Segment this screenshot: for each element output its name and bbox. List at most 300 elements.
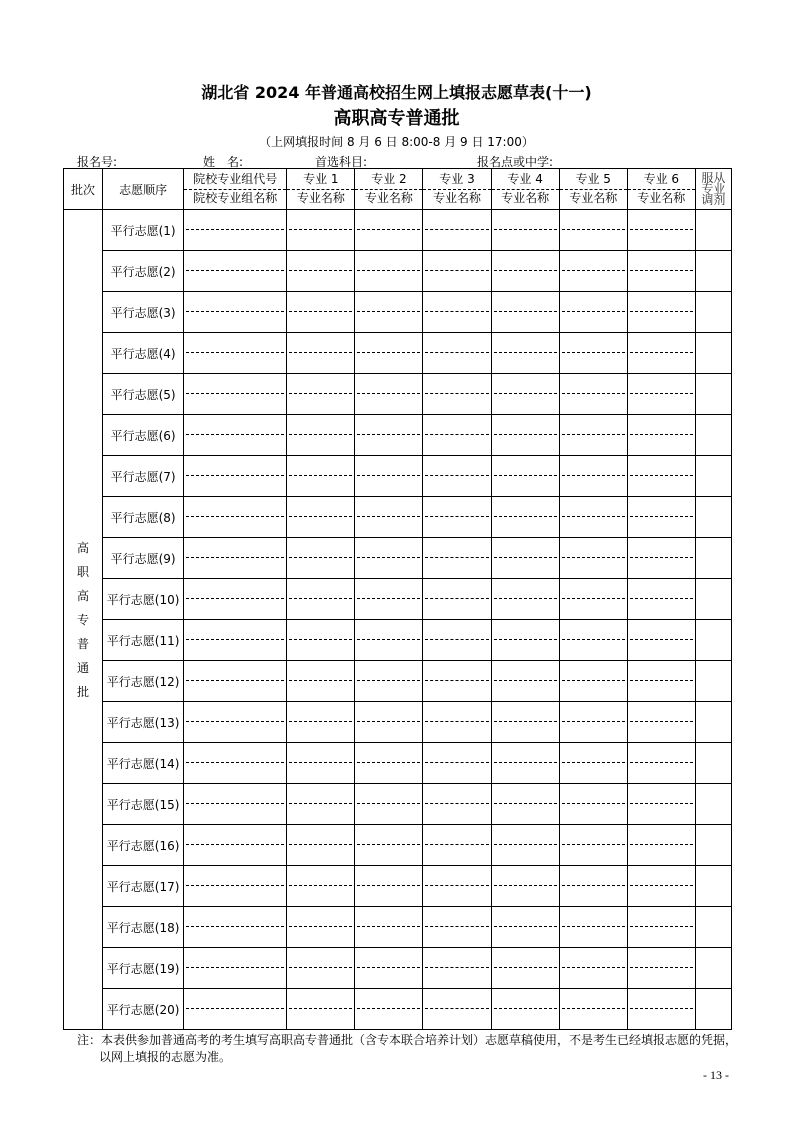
order-label: 平行志愿: [106, 674, 155, 689]
major-entry-cell[interactable]: [491, 292, 559, 333]
major-entry-cell[interactable]: [491, 415, 559, 456]
major-entry-cell[interactable]: [491, 538, 559, 579]
group-entry-cell[interactable]: [184, 210, 287, 251]
major-entry-cell[interactable]: [559, 251, 627, 292]
dashed-divider: [186, 721, 284, 722]
order-number: (17): [154, 879, 180, 894]
major-entry-cell[interactable]: [355, 456, 423, 497]
major-entry-cell[interactable]: [559, 456, 627, 497]
major-entry-cell[interactable]: [559, 579, 627, 620]
major-entry-cell[interactable]: [627, 497, 695, 538]
dashed-divider: [494, 639, 557, 640]
major-entry-cell[interactable]: [491, 989, 559, 1030]
major-entry-cell[interactable]: [559, 620, 627, 661]
major-entry-cell[interactable]: [627, 948, 695, 989]
major-entry-cell[interactable]: [287, 251, 355, 292]
dashed-divider: [562, 393, 625, 394]
dashed-divider: [425, 229, 488, 230]
major-entry-cell[interactable]: [491, 497, 559, 538]
batch-char: 批: [77, 684, 90, 699]
major-entry-cell[interactable]: [491, 456, 559, 497]
dashed-divider: [357, 1008, 420, 1009]
major-entry-cell[interactable]: [627, 989, 695, 1030]
order-cell: [103, 620, 184, 661]
order-number: (12): [154, 674, 180, 689]
dashed-divider: [494, 680, 557, 681]
major-entry-cell[interactable]: [627, 333, 695, 374]
major-entry-cell[interactable]: [423, 579, 491, 620]
major-entry-cell[interactable]: [423, 292, 491, 333]
major-entry-cell[interactable]: [559, 866, 627, 907]
major-entry-cell[interactable]: [287, 661, 355, 702]
major-entry-cell[interactable]: [559, 784, 627, 825]
major-entry-cell[interactable]: [355, 538, 423, 579]
dashed-divider: [494, 885, 557, 886]
group-entry-cell[interactable]: [184, 538, 287, 579]
major-entry-cell[interactable]: [559, 825, 627, 866]
major-entry-cell[interactable]: [423, 702, 491, 743]
dashed-divider: [289, 1008, 352, 1009]
order-number: (19): [154, 961, 180, 976]
major-entry-cell[interactable]: [287, 620, 355, 661]
major-entry-cell[interactable]: [423, 989, 491, 1030]
major-entry-cell[interactable]: [559, 948, 627, 989]
dashed-divider: [289, 475, 352, 476]
major-entry-cell[interactable]: [287, 538, 355, 579]
dashed-divider: [562, 1008, 625, 1009]
major-entry-cell[interactable]: [627, 702, 695, 743]
major-entry-cell[interactable]: [287, 456, 355, 497]
dashed-divider: [494, 557, 557, 558]
major-entry-cell[interactable]: [559, 743, 627, 784]
group-entry-cell[interactable]: [184, 620, 287, 661]
order-label: 平行志愿: [106, 756, 155, 771]
dashed-divider: [562, 762, 625, 763]
major-entry-cell[interactable]: [627, 579, 695, 620]
adjust-entry-cell[interactable]: [695, 784, 731, 825]
adjust-entry-cell[interactable]: [695, 989, 731, 1030]
dashed-divider: [186, 434, 284, 435]
dashed-divider: [494, 967, 557, 968]
dashed-divider: [425, 885, 488, 886]
dashed-divider: [186, 598, 284, 599]
order-cell: [103, 702, 184, 743]
group-entry-cell[interactable]: [184, 702, 287, 743]
group-entry-cell[interactable]: [184, 948, 287, 989]
adjust-entry-cell[interactable]: [695, 579, 731, 620]
dashed-divider: [562, 926, 625, 927]
dashed-divider: [562, 434, 625, 435]
major-entry-cell[interactable]: [627, 415, 695, 456]
header-major-number: 专业 2: [355, 171, 422, 190]
order-cell: [103, 743, 184, 784]
dashed-divider: [186, 311, 284, 312]
major-entry-cell[interactable]: [287, 784, 355, 825]
dashed-divider: [494, 803, 557, 804]
dashed-divider: [494, 721, 557, 722]
major-entry-cell[interactable]: [355, 866, 423, 907]
major-entry-cell[interactable]: [423, 825, 491, 866]
dashed-divider: [357, 721, 420, 722]
major-entry-cell[interactable]: [423, 538, 491, 579]
exam-no-label: 报名号:: [77, 155, 118, 169]
order-cell: [103, 538, 184, 579]
adjust-entry-cell[interactable]: [695, 456, 731, 497]
order-label: 平行志愿: [106, 961, 155, 976]
adjust-entry-cell[interactable]: [695, 333, 731, 374]
adjust-entry-cell[interactable]: [695, 251, 731, 292]
major-entry-cell[interactable]: [423, 743, 491, 784]
order-number: (1): [158, 223, 176, 238]
group-entry-cell[interactable]: [184, 333, 287, 374]
major-entry-cell[interactable]: [287, 210, 355, 251]
order-label: 平行志愿: [106, 879, 155, 894]
major-entry-cell[interactable]: [559, 333, 627, 374]
major-entry-cell[interactable]: [491, 579, 559, 620]
group-entry-cell[interactable]: [184, 251, 287, 292]
dashed-divider: [562, 311, 625, 312]
adjust-entry-cell[interactable]: [695, 743, 731, 784]
dashed-divider: [494, 270, 557, 271]
header-major-number: 专业 1: [287, 171, 354, 190]
table-row: [64, 579, 732, 620]
major-entry-cell[interactable]: [355, 620, 423, 661]
adjust-entry-cell[interactable]: [695, 907, 731, 948]
major-entry-cell[interactable]: [423, 661, 491, 702]
major-entry-cell[interactable]: [423, 907, 491, 948]
order-label: 平行志愿: [106, 715, 155, 730]
group-entry-cell[interactable]: [184, 456, 287, 497]
dashed-divider: [357, 434, 420, 435]
order-cell: [103, 456, 184, 497]
major-entry-cell[interactable]: [287, 743, 355, 784]
major-entry-cell[interactable]: [423, 784, 491, 825]
dashed-divider: [357, 475, 420, 476]
group-entry-cell[interactable]: [184, 292, 287, 333]
dashed-divider: [425, 598, 488, 599]
dashed-divider: [289, 885, 352, 886]
major-entry-cell[interactable]: [287, 948, 355, 989]
order-label: 平行志愿: [110, 551, 159, 566]
dashed-divider: [562, 639, 625, 640]
group-entry-cell[interactable]: [184, 989, 287, 1030]
adjust-entry-cell[interactable]: [695, 825, 731, 866]
table-row: [64, 825, 732, 866]
major-entry-cell[interactable]: [355, 743, 423, 784]
dashed-divider: [425, 516, 488, 517]
order-number: (11): [154, 633, 180, 648]
dashed-divider: [425, 967, 488, 968]
dashed-divider: [562, 270, 625, 271]
dashed-divider: [425, 762, 488, 763]
dashed-divider: [494, 311, 557, 312]
dashed-divider: [289, 557, 352, 558]
group-entry-cell[interactable]: [184, 497, 287, 538]
order-number: (13): [154, 715, 180, 730]
adjust-entry-cell[interactable]: [695, 702, 731, 743]
header-major-2: [355, 169, 423, 210]
major-entry-cell[interactable]: [559, 661, 627, 702]
major-entry-cell[interactable]: [423, 251, 491, 292]
major-entry-cell[interactable]: [287, 415, 355, 456]
major-entry-cell[interactable]: [627, 661, 695, 702]
major-entry-cell[interactable]: [627, 538, 695, 579]
dashed-divider: [357, 639, 420, 640]
major-entry-cell[interactable]: [355, 784, 423, 825]
table-row: [64, 538, 732, 579]
major-entry-cell[interactable]: [627, 210, 695, 251]
major-entry-cell[interactable]: [355, 497, 423, 538]
adjust-entry-cell[interactable]: [695, 210, 731, 251]
dashed-divider: [494, 844, 557, 845]
dashed-divider: [630, 229, 693, 230]
order-cell: [103, 784, 184, 825]
major-entry-cell[interactable]: [559, 702, 627, 743]
dashed-divider: [186, 967, 284, 968]
major-entry-cell[interactable]: [491, 333, 559, 374]
dashed-divider: [289, 926, 352, 927]
major-entry-cell[interactable]: [559, 497, 627, 538]
dashed-divider: [630, 557, 693, 558]
dashed-divider: [630, 516, 693, 517]
dashed-divider: [357, 516, 420, 517]
major-entry-cell[interactable]: [287, 866, 355, 907]
major-entry-cell[interactable]: [559, 415, 627, 456]
order-label: 平行志愿: [110, 510, 159, 525]
header-major-name: 专业名称: [364, 190, 413, 205]
major-entry-cell[interactable]: [559, 292, 627, 333]
dashed-divider: [186, 680, 284, 681]
table-row: [64, 415, 732, 456]
major-entry-cell[interactable]: [627, 251, 695, 292]
adjust-entry-cell[interactable]: [695, 374, 731, 415]
filing-time: （上网填报时间 8 月 6 日 8:00-8 月 9 日 17:00）: [259, 135, 534, 149]
adjust-entry-cell[interactable]: [695, 497, 731, 538]
major-entry-cell[interactable]: [355, 251, 423, 292]
group-entry-cell[interactable]: [184, 661, 287, 702]
dashed-divider: [562, 352, 625, 353]
order-number: (2): [158, 264, 176, 279]
group-entry-cell[interactable]: [184, 579, 287, 620]
major-entry-cell[interactable]: [423, 415, 491, 456]
header-major-name: 专业名称: [637, 190, 686, 205]
table-row: [64, 497, 732, 538]
major-entry-cell[interactable]: [423, 866, 491, 907]
major-entry-cell[interactable]: [491, 825, 559, 866]
major-entry-cell[interactable]: [627, 907, 695, 948]
header-major-number: 专业 5: [560, 171, 627, 190]
major-entry-cell[interactable]: [627, 866, 695, 907]
dashed-divider: [562, 721, 625, 722]
adjust-entry-cell[interactable]: [695, 948, 731, 989]
major-entry-cell[interactable]: [287, 579, 355, 620]
major-entry-cell[interactable]: [287, 825, 355, 866]
major-entry-cell[interactable]: [627, 374, 695, 415]
table-row: [64, 374, 732, 415]
dashed-divider: [289, 434, 352, 435]
major-entry-cell[interactable]: [627, 743, 695, 784]
dashed-divider: [289, 762, 352, 763]
dashed-divider: [494, 352, 557, 353]
major-entry-cell[interactable]: [559, 907, 627, 948]
major-entry-cell[interactable]: [423, 333, 491, 374]
order-cell: [103, 333, 184, 374]
dashed-divider: [289, 639, 352, 640]
major-entry-cell[interactable]: [355, 989, 423, 1030]
dashed-divider: [494, 516, 557, 517]
dashed-divider: [562, 516, 625, 517]
major-entry-cell[interactable]: [491, 620, 559, 661]
major-entry-cell[interactable]: [355, 374, 423, 415]
major-entry-cell[interactable]: [423, 210, 491, 251]
major-entry-cell[interactable]: [491, 743, 559, 784]
dashed-divider: [186, 1008, 284, 1009]
major-entry-cell[interactable]: [355, 948, 423, 989]
adjust-entry-cell[interactable]: [695, 292, 731, 333]
major-entry-cell[interactable]: [627, 292, 695, 333]
dashed-divider: [630, 1008, 693, 1009]
major-entry-cell[interactable]: [287, 292, 355, 333]
order-cell: [103, 579, 184, 620]
group-entry-cell[interactable]: [184, 825, 287, 866]
major-entry-cell[interactable]: [423, 374, 491, 415]
major-entry-cell[interactable]: [423, 456, 491, 497]
order-label: 平行志愿: [106, 592, 155, 607]
dashed-divider: [186, 270, 284, 271]
dashed-divider: [630, 639, 693, 640]
table-row: [64, 948, 732, 989]
major-entry-cell[interactable]: [559, 989, 627, 1030]
major-entry-cell[interactable]: [491, 702, 559, 743]
adjust-entry-cell[interactable]: [695, 661, 731, 702]
order-cell: [103, 825, 184, 866]
dashed-divider: [425, 475, 488, 476]
major-entry-cell[interactable]: [491, 784, 559, 825]
dashed-divider: [186, 639, 284, 640]
adjust-entry-cell[interactable]: [695, 538, 731, 579]
major-entry-cell[interactable]: [355, 415, 423, 456]
major-entry-cell[interactable]: [491, 866, 559, 907]
dashed-divider: [494, 475, 557, 476]
dashed-divider: [289, 721, 352, 722]
major-entry-cell[interactable]: [559, 538, 627, 579]
major-entry-cell[interactable]: [355, 702, 423, 743]
major-entry-cell[interactable]: [355, 825, 423, 866]
group-entry-cell[interactable]: [184, 866, 287, 907]
order-number: (6): [158, 428, 176, 443]
table-row: [64, 251, 732, 292]
group-entry-cell[interactable]: [184, 374, 287, 415]
major-entry-cell[interactable]: [355, 907, 423, 948]
major-entry-cell[interactable]: [491, 251, 559, 292]
group-entry-cell[interactable]: [184, 784, 287, 825]
major-entry-cell[interactable]: [355, 661, 423, 702]
major-entry-cell[interactable]: [287, 497, 355, 538]
header-major-5: [559, 169, 627, 210]
dashed-divider: [630, 721, 693, 722]
dashed-divider: [494, 229, 557, 230]
group-entry-cell[interactable]: [184, 415, 287, 456]
major-entry-cell[interactable]: [355, 333, 423, 374]
major-entry-cell[interactable]: [559, 374, 627, 415]
major-entry-cell[interactable]: [287, 333, 355, 374]
dashed-divider: [357, 885, 420, 886]
dashed-divider: [425, 680, 488, 681]
dashed-divider: [357, 844, 420, 845]
name-label: 姓 名:: [203, 155, 244, 169]
order-number: (15): [154, 797, 180, 812]
order-cell: [103, 661, 184, 702]
major-entry-cell[interactable]: [355, 292, 423, 333]
order-number: (4): [158, 346, 176, 361]
order-cell: [103, 415, 184, 456]
order-number: (5): [158, 387, 176, 402]
footnote-line-1: 注：本表供参加普通高考的考生填写高职高专普通批（含专本联合培养计划）志愿草稿使用，不是考生已经填报志愿的凭据，: [77, 1033, 738, 1047]
dashed-divider: [562, 598, 625, 599]
order-label: 平行志愿: [110, 346, 159, 361]
major-entry-cell[interactable]: [355, 210, 423, 251]
major-entry-cell[interactable]: [491, 374, 559, 415]
table-row: [64, 702, 732, 743]
major-entry-cell[interactable]: [423, 620, 491, 661]
dashed-divider: [186, 229, 284, 230]
adjust-entry-cell[interactable]: [695, 415, 731, 456]
dashed-divider: [289, 393, 352, 394]
major-entry-cell[interactable]: [355, 579, 423, 620]
major-entry-cell[interactable]: [287, 702, 355, 743]
dashed-divider: [289, 311, 352, 312]
batch-char: 高: [77, 540, 90, 555]
adjust-entry-cell[interactable]: [695, 866, 731, 907]
table-row: [64, 456, 732, 497]
table-row: [64, 333, 732, 374]
group-entry-cell[interactable]: [184, 743, 287, 784]
major-entry-cell[interactable]: [627, 620, 695, 661]
major-entry-cell[interactable]: [287, 907, 355, 948]
school-label: 报名点或中学:: [477, 155, 554, 169]
dashed-divider: [630, 762, 693, 763]
dashed-divider: [425, 803, 488, 804]
dashed-divider: [186, 516, 284, 517]
major-entry-cell[interactable]: [491, 948, 559, 989]
major-entry-cell[interactable]: [627, 825, 695, 866]
major-entry-cell[interactable]: [287, 989, 355, 1030]
dashed-divider: [562, 475, 625, 476]
order-number: (20): [154, 1002, 180, 1017]
adjust-entry-cell[interactable]: [695, 620, 731, 661]
major-entry-cell[interactable]: [627, 784, 695, 825]
batch-char: 高: [77, 588, 90, 603]
major-entry-cell[interactable]: [491, 907, 559, 948]
header-major-1: [287, 169, 355, 210]
major-entry-cell[interactable]: [491, 210, 559, 251]
dashed-divider: [289, 352, 352, 353]
dashed-divider: [562, 680, 625, 681]
order-cell: [103, 251, 184, 292]
dashed-divider: [494, 1008, 557, 1009]
batch-char: 通: [77, 660, 90, 675]
major-entry-cell[interactable]: [491, 661, 559, 702]
major-entry-cell[interactable]: [287, 374, 355, 415]
dashed-divider: [186, 803, 284, 804]
major-entry-cell[interactable]: [423, 948, 491, 989]
group-entry-cell[interactable]: [184, 907, 287, 948]
major-entry-cell[interactable]: [627, 456, 695, 497]
major-entry-cell[interactable]: [559, 210, 627, 251]
dashed-divider: [186, 475, 284, 476]
order-cell: [103, 210, 184, 251]
major-entry-cell[interactable]: [423, 497, 491, 538]
